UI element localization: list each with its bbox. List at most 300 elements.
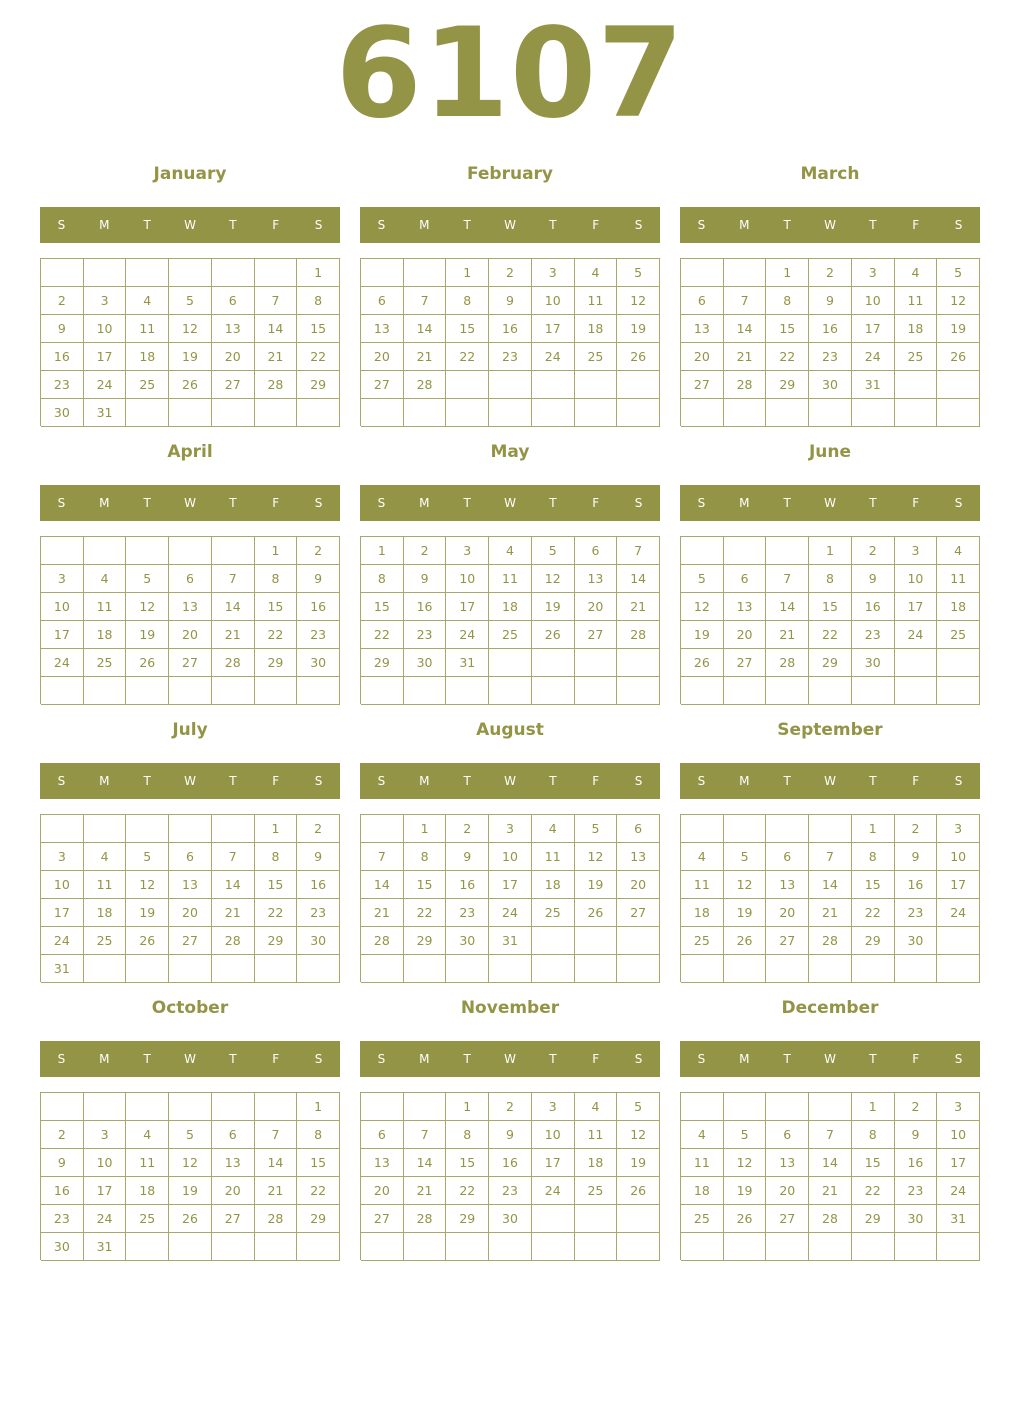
day-cell: 21 — [212, 621, 255, 649]
weekday-label: F — [592, 496, 600, 510]
day-cell: 21 — [255, 1177, 298, 1205]
empty-day-cell — [724, 399, 767, 427]
day-cell: 29 — [766, 371, 809, 399]
day-cell: 2 — [446, 815, 489, 843]
empty-day-cell — [404, 1233, 447, 1261]
weekday-label: M — [99, 496, 110, 510]
weekday-label: M — [419, 1052, 430, 1066]
day-cell: 26 — [617, 343, 660, 371]
weekday-label: S — [377, 774, 386, 788]
day-cell: 21 — [404, 1177, 447, 1205]
day-cell: 6 — [766, 843, 809, 871]
month-name: January — [153, 164, 227, 184]
month-name: December — [781, 998, 879, 1018]
weekday-label: S — [57, 774, 66, 788]
weekday-header — [40, 763, 340, 799]
day-cell: 10 — [84, 1149, 127, 1177]
day-cell: 28 — [255, 1205, 298, 1233]
day-cell: 8 — [255, 843, 298, 871]
day-cell: 3 — [532, 259, 575, 287]
weekday-label: F — [912, 774, 920, 788]
day-cell: 17 — [84, 343, 127, 371]
day-cell: 9 — [41, 1149, 84, 1177]
empty-day-cell — [41, 677, 84, 705]
empty-day-cell — [297, 677, 340, 705]
weekday-label: M — [99, 218, 110, 232]
day-cell: 26 — [126, 649, 169, 677]
day-cell: 2 — [41, 287, 84, 315]
empty-day-cell — [489, 649, 532, 677]
day-cell: 3 — [446, 537, 489, 565]
weekday-label: F — [912, 218, 920, 232]
day-cell: 25 — [681, 927, 724, 955]
weekday-label: S — [634, 1052, 643, 1066]
month-name: June — [808, 442, 852, 462]
day-cell: 18 — [681, 899, 724, 927]
day-cell: 23 — [809, 343, 852, 371]
day-cell: 24 — [937, 899, 980, 927]
month-name: March — [800, 164, 860, 184]
day-cell: 18 — [575, 315, 618, 343]
weekday-header — [360, 1041, 660, 1077]
empty-day-cell — [617, 955, 660, 983]
day-cell: 30 — [446, 927, 489, 955]
day-cell: 26 — [575, 899, 618, 927]
empty-day-cell — [895, 955, 938, 983]
day-cell: 29 — [297, 1205, 340, 1233]
day-cell: 8 — [297, 1121, 340, 1149]
day-cell: 9 — [41, 315, 84, 343]
empty-day-cell — [724, 677, 767, 705]
day-cell: 28 — [809, 1205, 852, 1233]
weekday-label: T — [143, 496, 151, 510]
day-cell: 19 — [937, 315, 980, 343]
day-cell: 18 — [937, 593, 980, 621]
empty-day-cell — [724, 1233, 767, 1261]
day-cell: 27 — [361, 1205, 404, 1233]
day-cell: 15 — [297, 315, 340, 343]
weekday-label: F — [272, 218, 280, 232]
empty-day-cell — [404, 399, 447, 427]
day-cell: 4 — [937, 537, 980, 565]
weekday-label: T — [783, 496, 791, 510]
day-cell: 1 — [446, 259, 489, 287]
weekday-label: T — [229, 218, 237, 232]
empty-day-cell — [532, 955, 575, 983]
empty-day-cell — [212, 1233, 255, 1261]
empty-day-cell — [255, 259, 298, 287]
day-cell: 6 — [681, 287, 724, 315]
day-cell: 27 — [766, 927, 809, 955]
day-cell: 25 — [126, 1205, 169, 1233]
day-cell: 4 — [489, 537, 532, 565]
weekday-label: M — [99, 774, 110, 788]
weekday-label: T — [783, 218, 791, 232]
day-cell: 12 — [169, 1149, 212, 1177]
day-cell: 25 — [84, 649, 127, 677]
day-cell: 14 — [404, 1149, 447, 1177]
empty-day-cell — [724, 955, 767, 983]
day-cell: 13 — [575, 565, 618, 593]
weekday-label: S — [697, 496, 706, 510]
day-cell: 2 — [895, 1093, 938, 1121]
day-cell: 16 — [41, 343, 84, 371]
day-cell: 21 — [361, 899, 404, 927]
day-cell: 18 — [489, 593, 532, 621]
weekday-header — [40, 1041, 340, 1077]
day-cell: 2 — [852, 537, 895, 565]
day-grid — [360, 536, 660, 704]
day-cell: 18 — [895, 315, 938, 343]
day-cell: 20 — [766, 1177, 809, 1205]
empty-day-cell — [681, 1233, 724, 1261]
weekday-label: M — [739, 1052, 750, 1066]
weekday-label: S — [314, 496, 323, 510]
weekday-label: T — [463, 1052, 471, 1066]
day-cell: 15 — [404, 871, 447, 899]
empty-day-cell — [937, 649, 980, 677]
day-grid — [360, 814, 660, 982]
weekday-label: T — [549, 774, 557, 788]
day-cell: 6 — [212, 287, 255, 315]
day-cell: 30 — [895, 1205, 938, 1233]
day-cell: 10 — [937, 1121, 980, 1149]
day-cell: 30 — [41, 1233, 84, 1261]
empty-day-cell — [84, 1093, 127, 1121]
day-cell: 11 — [895, 287, 938, 315]
day-cell: 22 — [361, 621, 404, 649]
empty-day-cell — [404, 677, 447, 705]
empty-day-cell — [169, 1093, 212, 1121]
empty-day-cell — [255, 1233, 298, 1261]
weekday-label: S — [954, 496, 963, 510]
day-cell: 15 — [852, 1149, 895, 1177]
empty-day-cell — [297, 1233, 340, 1261]
empty-day-cell — [126, 815, 169, 843]
day-cell: 15 — [446, 315, 489, 343]
day-cell: 14 — [766, 593, 809, 621]
empty-day-cell — [126, 259, 169, 287]
empty-day-cell — [724, 259, 767, 287]
empty-day-cell — [126, 677, 169, 705]
day-cell: 10 — [852, 287, 895, 315]
day-cell: 23 — [489, 343, 532, 371]
day-cell: 11 — [84, 871, 127, 899]
day-cell: 2 — [297, 815, 340, 843]
day-cell: 10 — [41, 593, 84, 621]
day-cell: 9 — [489, 287, 532, 315]
empty-day-cell — [617, 927, 660, 955]
day-cell: 11 — [681, 871, 724, 899]
day-cell: 12 — [169, 315, 212, 343]
empty-day-cell — [766, 955, 809, 983]
day-cell: 15 — [297, 1149, 340, 1177]
day-cell: 23 — [41, 1205, 84, 1233]
empty-day-cell — [41, 1093, 84, 1121]
day-cell: 25 — [489, 621, 532, 649]
day-cell: 24 — [84, 1205, 127, 1233]
empty-day-cell — [212, 537, 255, 565]
day-cell: 19 — [126, 899, 169, 927]
day-cell: 30 — [297, 649, 340, 677]
empty-day-cell — [852, 955, 895, 983]
weekday-label: F — [912, 1052, 920, 1066]
empty-day-cell — [532, 1233, 575, 1261]
weekday-label: F — [592, 218, 600, 232]
day-cell: 30 — [809, 371, 852, 399]
day-cell: 11 — [681, 1149, 724, 1177]
day-cell: 7 — [361, 843, 404, 871]
day-cell: 12 — [937, 287, 980, 315]
weekday-header — [360, 485, 660, 521]
day-cell: 7 — [809, 1121, 852, 1149]
day-cell: 16 — [297, 871, 340, 899]
weekday-header — [40, 207, 340, 243]
empty-day-cell — [766, 1093, 809, 1121]
day-cell: 19 — [681, 621, 724, 649]
day-cell: 24 — [489, 899, 532, 927]
weekday-header — [680, 763, 980, 799]
day-cell: 19 — [617, 315, 660, 343]
empty-day-cell — [255, 677, 298, 705]
day-cell: 15 — [446, 1149, 489, 1177]
day-cell: 17 — [937, 871, 980, 899]
day-cell: 15 — [255, 593, 298, 621]
day-cell: 27 — [169, 649, 212, 677]
weekday-label: F — [272, 496, 280, 510]
day-cell: 11 — [489, 565, 532, 593]
weekday-label: W — [824, 1052, 836, 1066]
day-cell: 1 — [852, 815, 895, 843]
day-cell: 17 — [937, 1149, 980, 1177]
empty-day-cell — [895, 371, 938, 399]
day-cell: 19 — [169, 1177, 212, 1205]
empty-day-cell — [126, 399, 169, 427]
day-cell: 22 — [852, 1177, 895, 1205]
day-cell: 29 — [255, 649, 298, 677]
weekday-label: W — [504, 774, 516, 788]
day-cell: 13 — [361, 315, 404, 343]
empty-day-cell — [489, 677, 532, 705]
day-cell: 6 — [361, 1121, 404, 1149]
day-cell: 12 — [617, 1121, 660, 1149]
day-cell: 17 — [41, 899, 84, 927]
empty-day-cell — [532, 371, 575, 399]
empty-day-cell — [489, 1233, 532, 1261]
empty-day-cell — [361, 1093, 404, 1121]
day-cell: 12 — [724, 871, 767, 899]
day-cell: 1 — [852, 1093, 895, 1121]
day-cell: 31 — [41, 955, 84, 983]
empty-day-cell — [852, 399, 895, 427]
weekday-label: W — [824, 496, 836, 510]
weekday-label: T — [549, 1052, 557, 1066]
day-cell: 8 — [255, 565, 298, 593]
empty-day-cell — [681, 955, 724, 983]
day-cell: 12 — [617, 287, 660, 315]
weekday-label: T — [143, 1052, 151, 1066]
empty-day-cell — [446, 1233, 489, 1261]
weekday-label: W — [824, 774, 836, 788]
day-cell: 28 — [809, 927, 852, 955]
day-cell: 2 — [809, 259, 852, 287]
day-cell: 10 — [532, 1121, 575, 1149]
day-cell: 28 — [212, 649, 255, 677]
day-cell: 9 — [297, 565, 340, 593]
day-cell: 23 — [404, 621, 447, 649]
day-cell: 14 — [255, 1149, 298, 1177]
empty-day-cell — [809, 815, 852, 843]
day-cell: 20 — [169, 899, 212, 927]
weekday-label: T — [869, 496, 877, 510]
weekday-label: T — [229, 774, 237, 788]
day-cell: 20 — [681, 343, 724, 371]
day-cell: 24 — [895, 621, 938, 649]
weekday-label: T — [549, 218, 557, 232]
empty-day-cell — [617, 1205, 660, 1233]
empty-day-cell — [766, 677, 809, 705]
day-cell: 27 — [681, 371, 724, 399]
day-cell: 8 — [766, 287, 809, 315]
day-cell: 30 — [41, 399, 84, 427]
day-grid — [360, 258, 660, 426]
day-cell: 15 — [809, 593, 852, 621]
weekday-label: W — [184, 496, 196, 510]
day-cell: 29 — [809, 649, 852, 677]
day-cell: 18 — [84, 899, 127, 927]
day-grid — [680, 258, 980, 426]
day-cell: 20 — [169, 621, 212, 649]
day-cell: 2 — [41, 1121, 84, 1149]
day-cell: 13 — [361, 1149, 404, 1177]
day-cell: 8 — [852, 1121, 895, 1149]
weekday-label: W — [184, 218, 196, 232]
day-cell: 25 — [126, 371, 169, 399]
weekday-header — [360, 207, 660, 243]
empty-day-cell — [126, 1093, 169, 1121]
empty-day-cell — [212, 955, 255, 983]
day-cell: 22 — [404, 899, 447, 927]
empty-day-cell — [169, 677, 212, 705]
day-cell: 15 — [852, 871, 895, 899]
day-cell: 3 — [84, 1121, 127, 1149]
empty-day-cell — [895, 649, 938, 677]
empty-day-cell — [446, 399, 489, 427]
day-cell: 2 — [489, 259, 532, 287]
day-cell: 11 — [937, 565, 980, 593]
day-cell: 14 — [361, 871, 404, 899]
weekday-label: T — [143, 218, 151, 232]
day-cell: 18 — [575, 1149, 618, 1177]
day-cell: 3 — [532, 1093, 575, 1121]
empty-day-cell — [681, 399, 724, 427]
day-cell: 23 — [297, 621, 340, 649]
day-cell: 6 — [724, 565, 767, 593]
weekday-label: T — [549, 496, 557, 510]
day-cell: 8 — [404, 843, 447, 871]
day-cell: 31 — [84, 1233, 127, 1261]
day-cell: 13 — [766, 1149, 809, 1177]
day-cell: 7 — [617, 537, 660, 565]
empty-day-cell — [575, 649, 618, 677]
day-cell: 22 — [255, 899, 298, 927]
day-cell: 5 — [937, 259, 980, 287]
weekday-label: T — [869, 218, 877, 232]
day-cell: 13 — [212, 1149, 255, 1177]
day-cell: 9 — [489, 1121, 532, 1149]
day-cell: 16 — [297, 593, 340, 621]
day-cell: 31 — [84, 399, 127, 427]
empty-day-cell — [446, 371, 489, 399]
day-cell: 27 — [361, 371, 404, 399]
day-cell: 31 — [937, 1205, 980, 1233]
empty-day-cell — [681, 259, 724, 287]
day-cell: 13 — [617, 843, 660, 871]
day-cell: 4 — [126, 1121, 169, 1149]
day-cell: 30 — [852, 649, 895, 677]
empty-day-cell — [937, 955, 980, 983]
day-cell: 27 — [169, 927, 212, 955]
empty-day-cell — [255, 955, 298, 983]
weekday-label: W — [504, 1052, 516, 1066]
day-cell: 11 — [126, 1149, 169, 1177]
day-cell: 18 — [126, 1177, 169, 1205]
month-name: July — [172, 720, 208, 740]
day-cell: 1 — [255, 815, 298, 843]
empty-day-cell — [895, 399, 938, 427]
day-cell: 2 — [404, 537, 447, 565]
day-cell: 21 — [212, 899, 255, 927]
day-cell: 28 — [617, 621, 660, 649]
day-cell: 8 — [297, 287, 340, 315]
day-cell: 16 — [489, 1149, 532, 1177]
empty-day-cell — [575, 1233, 618, 1261]
day-cell: 24 — [852, 343, 895, 371]
day-cell: 14 — [255, 315, 298, 343]
day-cell: 26 — [724, 927, 767, 955]
weekday-header — [680, 485, 980, 521]
day-cell: 30 — [404, 649, 447, 677]
month-name: September — [777, 720, 883, 740]
empty-day-cell — [361, 955, 404, 983]
day-cell: 17 — [41, 621, 84, 649]
empty-day-cell — [446, 955, 489, 983]
day-cell: 3 — [937, 815, 980, 843]
day-cell: 1 — [404, 815, 447, 843]
day-cell: 17 — [84, 1177, 127, 1205]
day-cell: 17 — [446, 593, 489, 621]
day-cell: 4 — [532, 815, 575, 843]
day-cell: 27 — [212, 371, 255, 399]
day-cell: 1 — [766, 259, 809, 287]
empty-day-cell — [126, 537, 169, 565]
day-cell: 7 — [724, 287, 767, 315]
day-cell: 25 — [681, 1205, 724, 1233]
day-cell: 23 — [852, 621, 895, 649]
day-cell: 30 — [297, 927, 340, 955]
empty-day-cell — [937, 677, 980, 705]
day-cell: 31 — [446, 649, 489, 677]
weekday-label: T — [229, 496, 237, 510]
day-cell: 9 — [809, 287, 852, 315]
day-cell: 31 — [852, 371, 895, 399]
day-cell: 18 — [532, 871, 575, 899]
day-grid — [40, 536, 340, 704]
empty-day-cell — [575, 371, 618, 399]
day-cell: 1 — [446, 1093, 489, 1121]
day-cell: 26 — [617, 1177, 660, 1205]
day-cell: 3 — [937, 1093, 980, 1121]
